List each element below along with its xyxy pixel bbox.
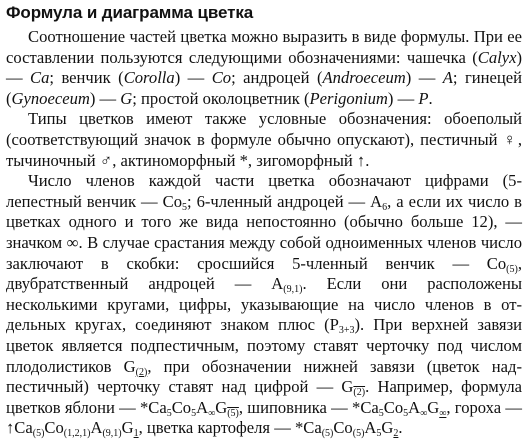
latin-term: Ca — [30, 68, 50, 88]
text-run: , гороха —↑Ca — [6, 397, 522, 438]
text-run: Co — [44, 418, 64, 438]
formula-subscript: (1,2,1) — [63, 428, 91, 440]
formula-subscript: 2 — [393, 428, 399, 440]
formula-subscript: (5) — [227, 407, 239, 419]
text-run: Соотношение частей цветка можно выразить в виде формулы. При ее составлении пользуются следующими обозначениями: чашечка ( — [6, 27, 522, 67]
formula-subscript: (5) — [32, 428, 45, 440]
formula-subscript: 5 — [403, 407, 409, 419]
formula-subscript: (9,1) — [283, 284, 303, 296]
section-heading: Формула и диаграмма цветка — [6, 3, 254, 22]
paragraph-3 — [6, 171, 522, 439]
text-run: ; андроцей ( — [231, 68, 323, 88]
formula-subscript: 5 — [376, 428, 382, 440]
text-run: , при обозначении нижней завязи (цветок надпестичный) черточку ставят над цифрой — G — [6, 356, 522, 397]
text-run: . Если они расположены несколькими кругами, цифры, указывающие на число членов в отдельных кругах, соединяют знаком плюс (P — [6, 274, 523, 335]
formula-subscript: ∞ — [439, 407, 447, 419]
formula-subscript: 1 — [133, 428, 139, 440]
text-run: ) — — [174, 68, 212, 88]
latin-term: A — [442, 68, 453, 88]
text-run: ) — — [6, 47, 522, 88]
text-run: , шиповника — *Ca — [238, 397, 379, 417]
text-run: ; гинецей ( — [6, 68, 523, 108]
text-run: , а если их число в цветках одного и того же вида непостоянно (обычно больше 12), — значком ∞. В случае срастания между собой одноименных членов число заключают в скобки: сросшийся 5-членный венчик — Co — [6, 191, 522, 273]
formula-subscript: ∞ — [208, 407, 216, 419]
text-run: A — [364, 418, 377, 438]
latin-term: Co — [211, 68, 232, 88]
formula-subscript: 5 — [378, 407, 384, 419]
text-run: ). При верхней завязи цветок является подпестичным, поэтому ставят черточку под числом плодолистиков G — [6, 315, 522, 376]
text-run: G — [215, 397, 228, 417]
formula-subscript: 3+3 — [338, 325, 355, 337]
latin-term: P — [418, 88, 429, 108]
text-run: A — [408, 397, 421, 417]
text-run: . Например, формула цветков яблони — *Ca — [6, 377, 522, 417]
latin-term: Corolla — [123, 68, 175, 88]
text-run: A — [196, 397, 209, 417]
formula-subscript: 5 — [191, 407, 197, 419]
text-run: , цветка картофеля — *Ca — [138, 418, 322, 438]
latin-term: Androeceum — [322, 68, 406, 88]
text-run: ; венчик ( — [49, 68, 124, 88]
latin-term: Gynoeceum — [11, 88, 90, 108]
text-run: , двубратственный андроцей — A — [6, 253, 522, 294]
text-run: ; простой околоцветник ( — [132, 88, 310, 108]
text-run: Типы цветков имеют также условные обозначения: обоеполый (соответствующий значок в формуле обычно опускают), пестичный ♀, тычиночный ♂, актиноморфный *, зигоморфный ↑. — [6, 109, 522, 170]
text-run: . — [428, 88, 433, 108]
formula-subscript: (5) — [506, 263, 518, 275]
formula-subscript: ∞ — [420, 407, 428, 419]
body-text — [6, 27, 522, 439]
formula-subscript: 5 — [182, 201, 187, 213]
text-run: . — [398, 418, 403, 438]
text-run: ) — — [387, 88, 419, 108]
text-run: A — [90, 418, 103, 438]
text-run: Co — [383, 397, 404, 417]
formula-subscript: (5) — [321, 428, 334, 440]
paragraph-2 — [6, 109, 522, 171]
text-run: ) — — [89, 88, 121, 108]
latin-term: Calyx — [477, 47, 517, 67]
formula-subscript: (9,1) — [102, 428, 122, 440]
text-run: Число членов каждой части цветка обозначают цифрами (5-лепестный венчик — Co — [6, 171, 522, 211]
text-run: G — [121, 418, 134, 438]
text-run: G — [427, 397, 440, 417]
text-run: ) — — [405, 68, 443, 88]
formula-subscript: 6 — [382, 201, 388, 213]
latin-term: G — [120, 88, 133, 108]
formula-subscript: 5 — [166, 407, 172, 419]
paragraph-1 — [6, 27, 522, 109]
formula-subscript: (2) — [135, 366, 148, 378]
text-run: Co — [333, 418, 353, 438]
text-run: Co — [171, 397, 192, 417]
text-run: ; 6-членный андроцей — A — [187, 191, 383, 211]
formula-subscript: (2) — [353, 387, 366, 399]
latin-term: Perigonium — [309, 88, 388, 108]
formula-subscript: (5) — [352, 428, 365, 440]
text-run: G — [381, 418, 394, 438]
